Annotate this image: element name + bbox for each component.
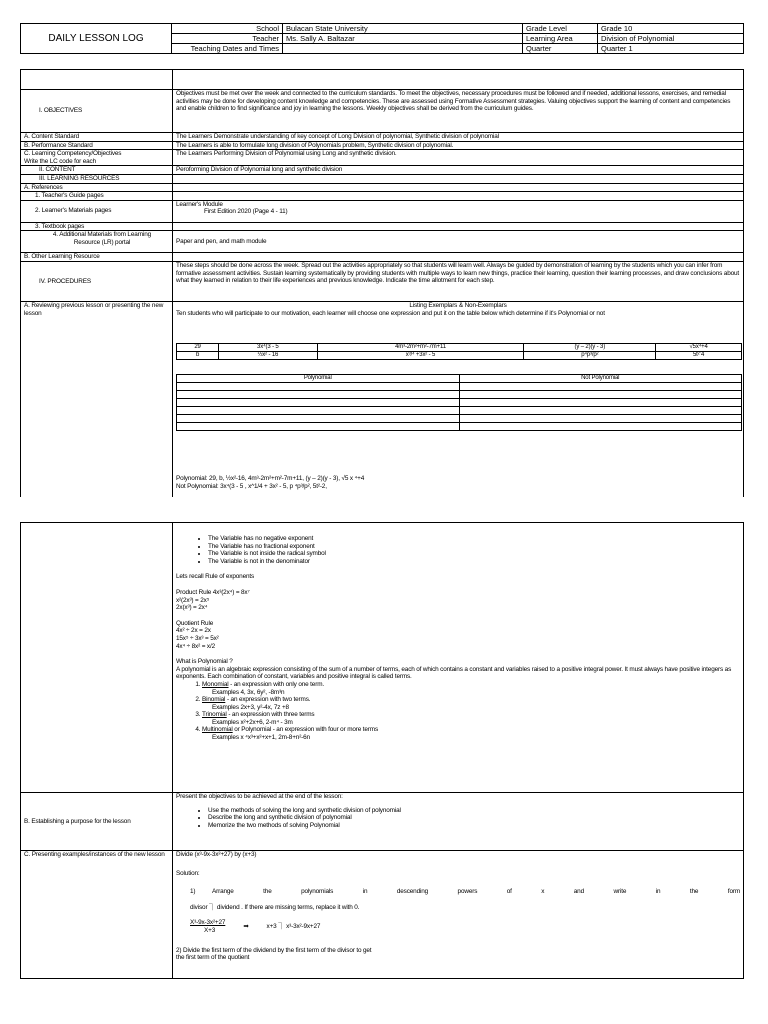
- quarter-label: Quarter: [523, 44, 598, 54]
- step2-line2: the first term of the quotient: [176, 954, 250, 962]
- proc-a-label: A. Reviewing previous lesson or presenting the new lesson: [21, 301, 173, 506]
- competency-subtitle: Write the LC code for each: [24, 157, 96, 165]
- divide-problem: Divide (x³-9x-3x²+27) by (x+3): [176, 851, 257, 858]
- step1-words: Arrange the polynomials in descending powers of x and write in the form: [212, 888, 740, 896]
- classification-cell[interactable]: [177, 407, 460, 415]
- school-label: School: [172, 24, 283, 34]
- classification-cell[interactable]: [177, 399, 460, 407]
- exemplars-instructions: Ten students who will participate to our motivation, each learner will choose one expression and put it on the table below which determine if it's Polynomial or not: [176, 309, 605, 317]
- classification-cell[interactable]: [459, 391, 742, 399]
- classification-cell[interactable]: [177, 415, 460, 423]
- procedures-text: These steps should be done across the week. Spread out the activities appropriately so that students will learn well. Always be guided by demonstration of learning by the students which you can infer from formative assessment activities. Sustain learning systematically by providing students with multiple ways to learn new things, practice their learning, question their learning processes, and draw conclusions about what they learned in relation to their life experiences and previous knowledge. Indicate the time allotment for each step.: [173, 261, 744, 301]
- not-polynomial-line: Not Polynomial: 3x⁴(3 - 5 , x^1/4 + 3x² - 5, p ⁴p³/p², 5t²-2,: [176, 482, 327, 490]
- dates-value: [283, 44, 523, 54]
- area-label: Learning Area: [523, 34, 598, 44]
- additional-materials-text: Paper and pen, and math module: [173, 231, 744, 253]
- long-division-form: x+3 ⏋ x³-3x²-9x+27: [266, 923, 321, 931]
- list-item: 1. Monomial - an expression with only one term. Examples 4, 3x, 6y², -8m³n: [202, 681, 740, 696]
- content-label: II. CONTENT: [21, 166, 173, 175]
- expr-cell: ½x² - 16: [219, 352, 317, 360]
- polynomial-conditions-list: [176, 535, 740, 565]
- list-item: • The Variable is not in the denominator: [208, 558, 740, 566]
- polynomial-line: Polynomial: 29, b, ½x²-16, 4m³-2m²+m²-7m+11, (y – 2)(y - 3), √5 x ⁴+4: [176, 475, 365, 483]
- classification-table: [176, 374, 742, 431]
- proc-c-label: C. Presenting examples/instances of the new lesson: [21, 851, 173, 979]
- quotient-rule: Quotient Rule: [176, 619, 214, 627]
- product-rule-ex1: x²(2x³) = 2x⁵: [176, 596, 210, 604]
- classification-cell[interactable]: [459, 423, 742, 431]
- additional-materials-label: 4. Additional Materials from Learning Resource (LR) portal: [21, 231, 173, 253]
- quotient-rule-ex1: 4x² ÷ 2x = 2x: [176, 627, 211, 635]
- page-1: [0, 0, 768, 488]
- expr-cell: 5t²ˑ4: [656, 352, 742, 360]
- list-item: • Describe the long and synthetic division of polynomial: [208, 814, 740, 822]
- competency-label: [21, 150, 173, 166]
- polynomial-column-header[interactable]: Polynomial: [177, 375, 460, 383]
- page-2: [0, 522, 768, 1022]
- classification-cell[interactable]: [459, 383, 742, 391]
- classification-cell[interactable]: [177, 391, 460, 399]
- quotient-rule-ex3: 4x⁴ ÷ 8x² = x/2: [176, 642, 215, 650]
- list-item: 3. Trinomial - an expression with three terms Examples x²+2x+6, 2-m⁴ - 3m: [202, 711, 740, 726]
- step1-line2: divisor ⏋ dividend . If there are missing terms, replace it with 0.: [190, 903, 360, 911]
- content-standard-label: A. Content Standard: [21, 133, 173, 142]
- quarter-value: Quarter 1: [598, 44, 744, 54]
- list-item: • Memorize the two methods of solving Polynomial: [208, 822, 740, 830]
- competency-text: The Learners Performing Division of Polynomial using Long and synthetic division.: [173, 150, 744, 166]
- school-value: Bulacan State University: [283, 24, 523, 34]
- lesson-table-continued: [20, 522, 744, 979]
- expr-cell: 29: [177, 344, 219, 352]
- list-item: • The Variable is not inside the radical symbol: [208, 550, 740, 558]
- expr-cell: 4m³-2m²+m²-7m+11: [317, 344, 524, 352]
- performance-standard-text: The Learners is able to formulate long division of Polynomials problem, Synthetic division of polynomial.: [173, 141, 744, 150]
- proc-b-label: B. Establishing a purpose for the lesson: [21, 793, 173, 851]
- expr-cell: p⁴p³/p²: [524, 352, 656, 360]
- step2-line1: 2) Divide the first term of the dividend by the first term of the divisor to get: [176, 946, 372, 954]
- polynomial-types-list: [176, 681, 740, 742]
- proc-b-cell: [173, 793, 744, 851]
- references-label: A. References: [21, 183, 173, 192]
- expr-cell: 3x⁴(3 - 5: [219, 344, 317, 352]
- page-separator: [0, 497, 768, 519]
- arranged-expression: [176, 919, 740, 934]
- list-item: • The Variable has no negative exponent: [208, 535, 740, 543]
- quotient-rule-ex2: 15x⁵ ÷ 3x³ = 5x²: [176, 634, 219, 642]
- procedures-label: IV. PROCEDURES: [21, 261, 173, 301]
- expressions-table: [176, 343, 742, 360]
- teacher-label: Teacher: [172, 34, 283, 44]
- expr-cell: √5x⁴+4: [656, 344, 742, 352]
- what-is-polynomial: What is Polynomial ?: [176, 658, 233, 666]
- not-polynomial-column-header[interactable]: Not Polynomial: [459, 375, 742, 383]
- content-standard-text: The Learners Demonstrate understanding of key concept of Long Division of polynomial, Synthetic division of polynomial: [173, 133, 744, 142]
- expr-cell: (y – 2)(y - 3): [524, 344, 656, 352]
- grade-label: Grade Level: [523, 24, 598, 34]
- resources-label: III. LEARNING RESOURCES: [21, 174, 173, 183]
- list-item: 2. Binomial - an expression with two terms. Examples 2x+3, y²-4x, 7z +8: [202, 696, 740, 711]
- classification-cell[interactable]: [177, 423, 460, 431]
- learners-materials-label: 2. Learner's Materials pages: [21, 200, 173, 222]
- header-table: [20, 23, 744, 54]
- textbook-label: 3. Textbook pages: [21, 222, 173, 231]
- classification-cell[interactable]: [177, 383, 460, 391]
- expr-cell: x³/⁴ +3x² - 5: [317, 352, 524, 360]
- solution-heading: Solution:: [176, 869, 200, 877]
- fraction-numerator: X³-9x-3x²+27: [190, 919, 226, 927]
- polynomial-definition: A polynomial is an algebraic expression consisting of the sum of a number of terms, each of which contains a constant and variables raised to a positive integral power. It must always have positive integers as exponents. Each combination of constant, variables and positive integral is called terms.: [176, 665, 732, 681]
- grade-value: Grade 10: [598, 24, 744, 34]
- arrow-right-icon: ➡: [243, 923, 249, 931]
- recall-heading: Lets recall Rule of exponents: [176, 573, 255, 581]
- performance-standard-label: B. Performance Standard: [21, 141, 173, 150]
- learners-module-edition: First Edition 2020 (Page 4 - 11): [204, 208, 288, 216]
- other-resource-label: B. Other Learning Resource: [21, 253, 173, 262]
- list-item: • Use the methods of solving the long and synthetic division of polynomial: [208, 807, 740, 815]
- product-rule-ex2: 2x(x³) = 2x⁴: [176, 604, 208, 612]
- classification-cell[interactable]: [459, 407, 742, 415]
- page2-content: [173, 523, 744, 793]
- objectives-text: Objectives must be met over the week and connected to the curriculum standards. To meet the objectives, necessary procedures must be followed and if needed, additional lessons, exercises, and remedial activities may be done for developing content knowledge and competencies. These are assessed using Formative Assessment strategies. Valuing objectives support the learning of content and competencies and enable children to find significance and joy in learning the lessons. Weekly objectives shall be derived from the curriculum guides.: [173, 90, 744, 133]
- product-rule: Product Rule 4x³(2x⁴) = 8x⁷: [176, 588, 250, 596]
- proc-c-cell: [173, 851, 744, 979]
- lesson-objectives-list: [176, 807, 740, 830]
- teachers-guide-label: 1. Teacher's Guide pages: [21, 192, 173, 201]
- competency-title: C. Learning Competency/Objectives: [24, 150, 122, 158]
- objectives-label: I. OBJECTIVES: [21, 90, 173, 133]
- exemplars-heading: Listing Exemplars & Non-Exemplars: [409, 301, 507, 309]
- area-value: Division of Polynomial: [598, 34, 744, 44]
- proc-b-intro: Present the objectives to be achieved at the end of the lesson:: [176, 793, 343, 800]
- classification-cell[interactable]: [459, 399, 742, 407]
- document-title: DAILY LESSON LOG: [21, 24, 172, 54]
- list-item: 4. Multinomial or Polynomial - an expression with four or more terms Examples x ⁴x³+x²+x+1, 2m-8+n²-6n: [202, 726, 740, 741]
- lesson-table: [20, 69, 744, 507]
- dates-label: Teaching Dates and Times: [172, 44, 283, 54]
- list-item: • The Variable has no fractional exponent: [208, 543, 740, 551]
- step1-line: 1) Arrange the polynomials in descending powers of x and write in the form: [190, 888, 740, 896]
- content-text: Peroforming Division of Polynomial long and synthetic division: [173, 166, 744, 175]
- learners-module-title: Learner's Module: [176, 200, 223, 208]
- expr-cell: b: [177, 352, 219, 360]
- fraction-denominator: X+3: [204, 926, 216, 934]
- classification-cell[interactable]: [459, 415, 742, 423]
- teacher-value: Ms. Sally A. Baltazar: [283, 34, 523, 44]
